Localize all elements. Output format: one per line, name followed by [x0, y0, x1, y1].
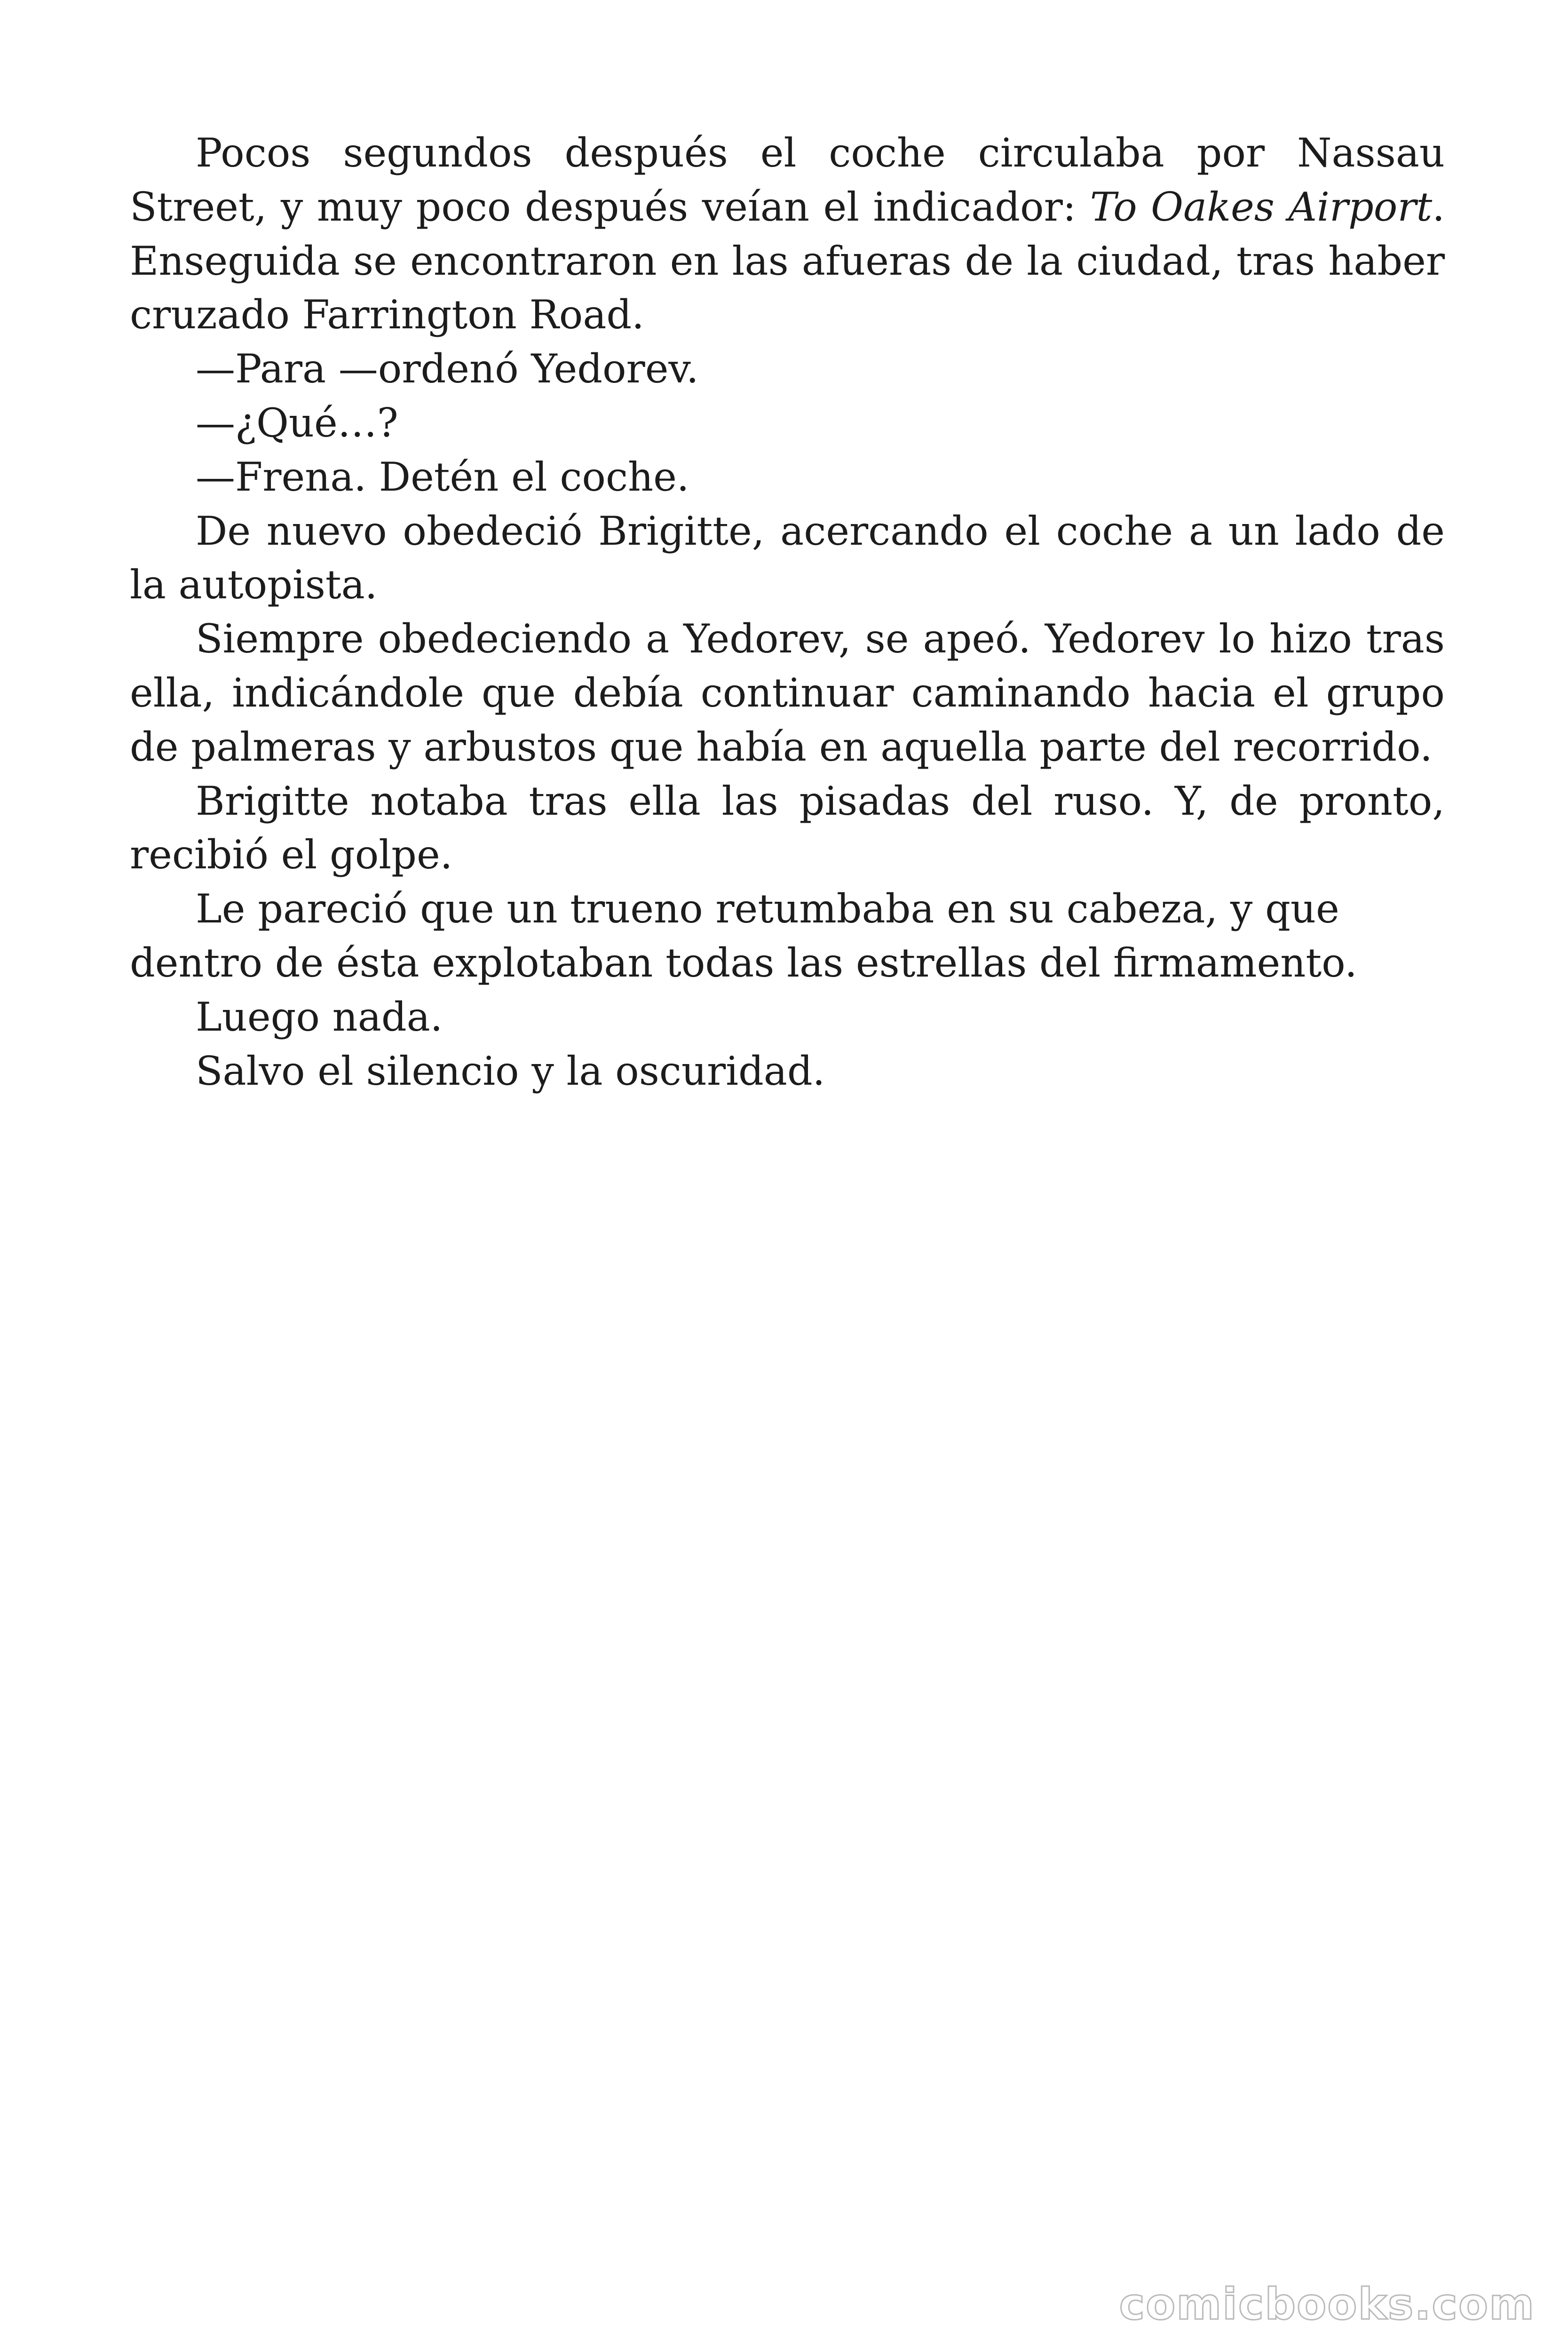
dialogue-line: —¿Qué…?	[196, 399, 398, 446]
paragraph: De nuevo obedeció Brigitte, acercando el coche a un lado de la autopista.	[130, 508, 1445, 608]
paragraph: Siempre obedeciendo a Yedorev, se apeó. Yedorev lo hizo tras ella, indicándole que debía continuar caminando hacia el grupo de palmeras y arbustos que había en aquella parte del recorrido.	[130, 616, 1445, 770]
paragraph: Brigitte notaba tras ella las pisadas del ruso. Y, de pronto, recibió el golpe.	[130, 778, 1445, 878]
page-body	[130, 126, 1445, 1098]
paragraph-text: Pocos segundos después el coche circulaba por Nassau Street, y muy poco después veían el indicador:	[130, 130, 1445, 230]
airport-sign-text: To Oakes Airport	[1090, 183, 1433, 230]
watermark-logo: comicbooks.com	[1119, 2279, 1535, 2329]
dialogue-line: —Frena. Detén el coche.	[196, 453, 689, 500]
paragraph: Le pareció que un trueno retumbaba en su cabeza, y que dentro de ésta explotaban todas las estrellas del firmamento.	[130, 886, 1357, 986]
paragraph	[130, 126, 1445, 342]
paragraph: Salvo el silencio y la oscuridad.	[196, 1048, 825, 1094]
dialogue-line: —Para —ordenó Yedorev.	[196, 346, 699, 392]
paragraph-text: . Enseguida se encontraron en las afueras de la ciudad, tras haber cruzado Farrington Road.	[130, 183, 1445, 338]
paragraph: Luego nada.	[196, 993, 443, 1040]
